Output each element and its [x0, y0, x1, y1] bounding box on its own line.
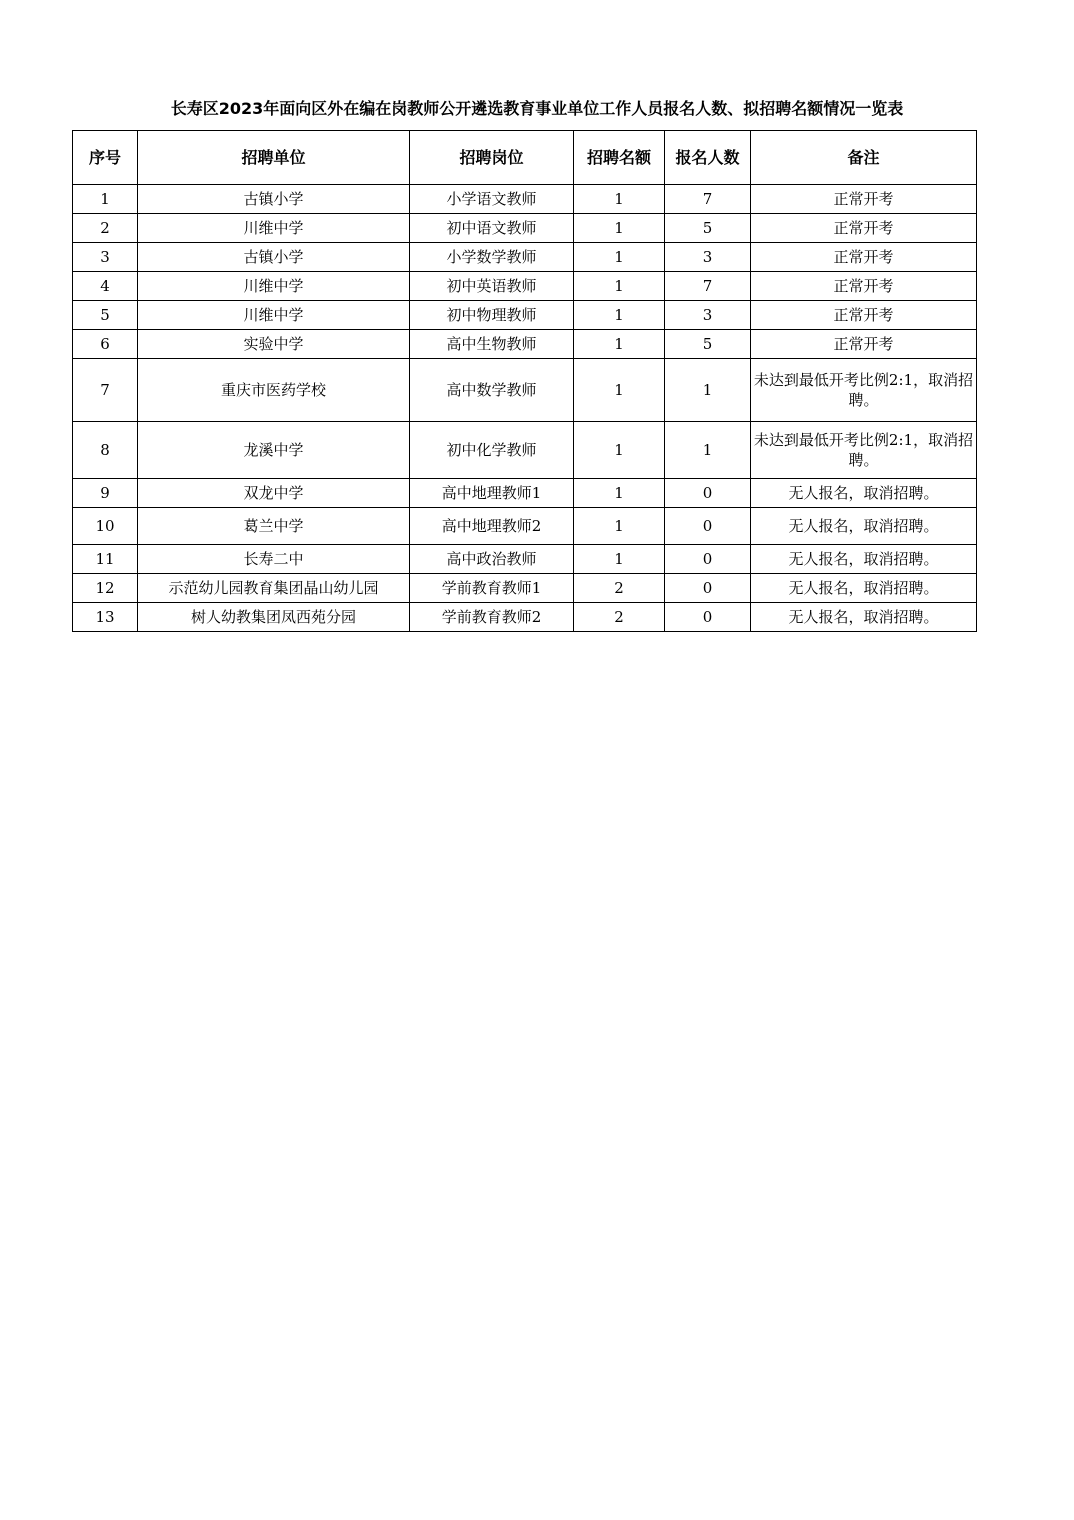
cell-unit: 实验中学 — [138, 330, 410, 359]
table-row — [73, 359, 977, 422]
cell-applicants: 3 — [665, 243, 751, 272]
cell-applicants: 1 — [665, 359, 751, 422]
cell-quota: 2 — [574, 603, 665, 632]
table-row — [73, 243, 977, 272]
cell-quota: 1 — [574, 422, 665, 479]
cell-unit: 古镇小学 — [138, 243, 410, 272]
table-row — [73, 214, 977, 243]
cell-post: 学前教育教师2 — [410, 603, 574, 632]
cell-post: 高中政治教师 — [410, 545, 574, 574]
cell-no: 5 — [73, 301, 138, 330]
cell-post: 初中语文教师 — [410, 214, 574, 243]
cell-no: 2 — [73, 214, 138, 243]
cell-unit: 川维中学 — [138, 301, 410, 330]
header-note: 备注 — [751, 131, 977, 185]
recruitment-table — [72, 130, 977, 632]
cell-applicants: 0 — [665, 603, 751, 632]
cell-quota: 1 — [574, 243, 665, 272]
cell-no: 8 — [73, 422, 138, 479]
header-quota: 招聘名额 — [574, 131, 665, 185]
cell-applicants: 7 — [665, 185, 751, 214]
cell-applicants: 7 — [665, 272, 751, 301]
cell-quota: 1 — [574, 545, 665, 574]
header-unit: 招聘单位 — [138, 131, 410, 185]
cell-no: 10 — [73, 508, 138, 545]
cell-applicants: 3 — [665, 301, 751, 330]
cell-post: 高中数学教师 — [410, 359, 574, 422]
cell-unit: 古镇小学 — [138, 185, 410, 214]
cell-note: 无人报名，取消招聘。 — [751, 603, 977, 632]
cell-unit: 重庆市医药学校 — [138, 359, 410, 422]
cell-note: 无人报名，取消招聘。 — [751, 479, 977, 508]
table-row — [73, 301, 977, 330]
cell-no: 13 — [73, 603, 138, 632]
cell-post: 小学数学教师 — [410, 243, 574, 272]
cell-unit: 树人幼教集团凤西苑分园 — [138, 603, 410, 632]
cell-post: 小学语文教师 — [410, 185, 574, 214]
cell-quota: 1 — [574, 272, 665, 301]
cell-no: 6 — [73, 330, 138, 359]
table-row — [73, 185, 977, 214]
cell-post: 高中地理教师2 — [410, 508, 574, 545]
cell-applicants: 5 — [665, 330, 751, 359]
table-row — [73, 545, 977, 574]
cell-post: 高中地理教师1 — [410, 479, 574, 508]
cell-quota: 1 — [574, 330, 665, 359]
cell-note: 正常开考 — [751, 243, 977, 272]
document-title: 长寿区2023年面向区外在编在岗教师公开遴选教育事业单位工作人员报名人数、拟招聘名额情况一览表 — [170, 99, 904, 118]
cell-quota: 1 — [574, 185, 665, 214]
cell-unit: 龙溪中学 — [138, 422, 410, 479]
table-row — [73, 272, 977, 301]
cell-applicants: 0 — [665, 479, 751, 508]
table-row — [73, 574, 977, 603]
cell-note: 无人报名，取消招聘。 — [751, 508, 977, 545]
cell-applicants: 0 — [665, 574, 751, 603]
cell-note: 未达到最低开考比例2:1，取消招聘。 — [751, 422, 977, 479]
cell-note: 正常开考 — [751, 272, 977, 301]
cell-quota: 1 — [574, 359, 665, 422]
cell-no: 3 — [73, 243, 138, 272]
cell-unit: 葛兰中学 — [138, 508, 410, 545]
cell-quota: 1 — [574, 214, 665, 243]
cell-no: 12 — [73, 574, 138, 603]
cell-post: 初中物理教师 — [410, 301, 574, 330]
table-row — [73, 508, 977, 545]
cell-unit: 川维中学 — [138, 272, 410, 301]
cell-unit: 双龙中学 — [138, 479, 410, 508]
cell-quota: 2 — [574, 574, 665, 603]
cell-applicants: 1 — [665, 422, 751, 479]
header-no: 序号 — [73, 131, 138, 185]
table-row — [73, 479, 977, 508]
cell-post: 高中生物教师 — [410, 330, 574, 359]
cell-no: 7 — [73, 359, 138, 422]
cell-quota: 1 — [574, 479, 665, 508]
table-header-row — [73, 131, 977, 185]
cell-applicants: 5 — [665, 214, 751, 243]
cell-applicants: 0 — [665, 545, 751, 574]
cell-note: 无人报名，取消招聘。 — [751, 545, 977, 574]
cell-quota: 1 — [574, 508, 665, 545]
cell-post: 初中化学教师 — [410, 422, 574, 479]
table-row — [73, 422, 977, 479]
cell-no: 9 — [73, 479, 138, 508]
cell-note: 正常开考 — [751, 214, 977, 243]
cell-no: 4 — [73, 272, 138, 301]
cell-quota: 1 — [574, 301, 665, 330]
cell-unit: 长寿二中 — [138, 545, 410, 574]
cell-applicants: 0 — [665, 508, 751, 545]
cell-unit: 示范幼儿园教育集团晶山幼儿园 — [138, 574, 410, 603]
header-applicants: 报名人数 — [665, 131, 751, 185]
cell-no: 1 — [73, 185, 138, 214]
cell-no: 11 — [73, 545, 138, 574]
cell-post: 学前教育教师1 — [410, 574, 574, 603]
cell-post: 初中英语教师 — [410, 272, 574, 301]
cell-note: 正常开考 — [751, 185, 977, 214]
table-row — [73, 603, 977, 632]
header-post: 招聘岗位 — [410, 131, 574, 185]
table-row — [73, 330, 977, 359]
cell-note: 无人报名，取消招聘。 — [751, 574, 977, 603]
cell-note: 正常开考 — [751, 301, 977, 330]
cell-note: 未达到最低开考比例2:1，取消招聘。 — [751, 359, 977, 422]
cell-unit: 川维中学 — [138, 214, 410, 243]
cell-note: 正常开考 — [751, 330, 977, 359]
